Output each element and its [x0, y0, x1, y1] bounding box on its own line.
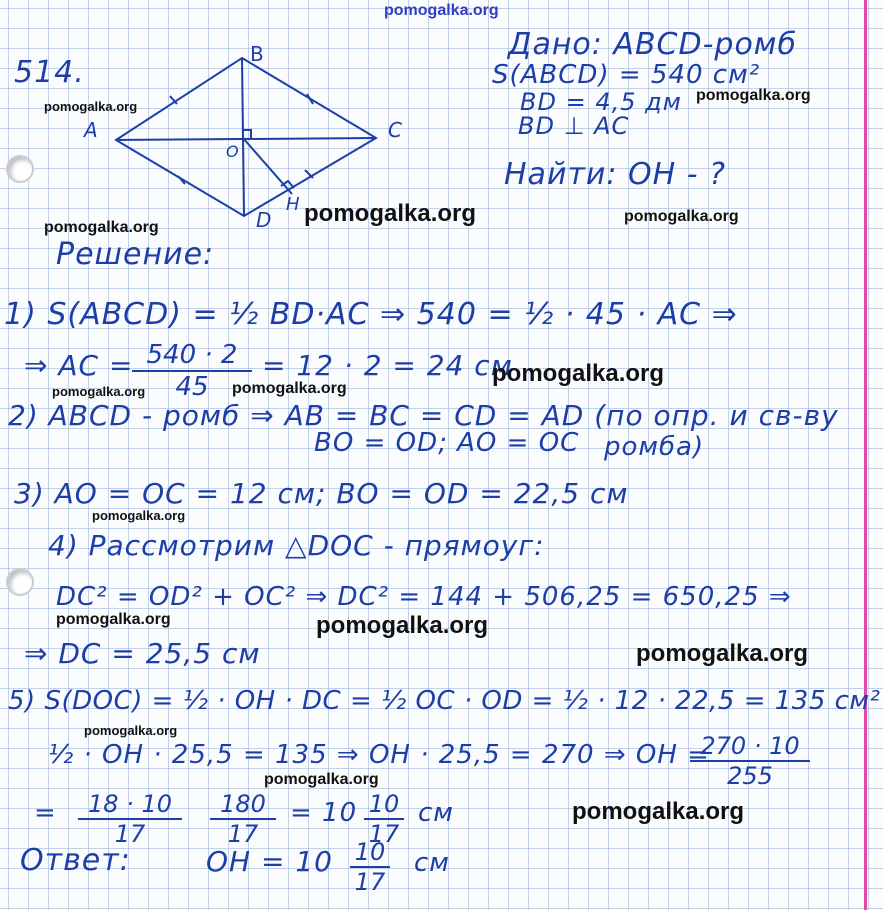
vertex-label-a: A	[84, 118, 99, 142]
find-line: Найти: OH - ?	[504, 157, 727, 192]
step1-line1: 1) S(ABCD) = ½ BD·AC ⇒ 540 = ½ · 45 · AC ⇒	[4, 297, 738, 332]
step5-unit: см	[418, 798, 454, 828]
point-label-o: O	[226, 142, 240, 161]
diagonal-bd	[242, 58, 244, 216]
step5-fraction-a	[78, 792, 182, 846]
right-angle-h	[281, 181, 294, 188]
watermark: pomogalka.org	[572, 798, 745, 825]
given-line-1: Дано: ABCD-ромб	[508, 27, 797, 62]
point-label-h: H	[286, 194, 301, 215]
step5-fraction-b	[210, 792, 276, 846]
vertex-label-b: B	[250, 42, 265, 66]
watermark: pomogalka.org	[316, 612, 489, 639]
step2-line2: BO = OD; AO = OC	[314, 428, 580, 458]
step5-line2: ½ · OH · 25,5 = 135 ⇒ OH · 25,5 = 270 ⇒ OH =	[48, 740, 710, 770]
answer-fraction-den: 17	[354, 868, 386, 896]
watermark: pomogalka.org	[624, 208, 739, 225]
watermark: pomogalka.org	[636, 640, 809, 667]
fraction-a-den: 17	[114, 820, 146, 848]
answer-label: Ответ:	[20, 843, 131, 878]
given-line-3: BD = 4,5 дм	[520, 88, 682, 116]
mixed-fraction-den: 17	[368, 820, 400, 848]
step5-fraction-num: 270 · 10	[700, 732, 800, 760]
rhombus-outline	[116, 58, 376, 216]
watermark: pomogalka.org	[44, 219, 159, 236]
solution-title: Решение:	[56, 237, 215, 272]
watermark: pomogalka.org	[44, 99, 138, 114]
step2-line1: 2) ABCD - ромб ⇒ AB = BC = CD = AD (по опр. и св-ву	[8, 399, 839, 432]
step5-fraction-oh	[690, 734, 810, 788]
step4-line1: 4) Рассмотрим △DOC - прямоуг:	[48, 529, 545, 562]
given-line-4: BD ⊥ AC	[518, 112, 630, 140]
answer-unit: см	[414, 848, 450, 878]
step2-line2-right: ромба)	[604, 432, 705, 462]
step5-line3-eq: =	[34, 798, 57, 828]
step4-line3: ⇒ DC = 25,5 см	[24, 637, 261, 670]
step3-line: 3) AO = OC = 12 см; BO = OD = 22,5 см	[14, 477, 629, 510]
watermark: pomogalka.org	[492, 360, 665, 387]
mixed-fraction-num: 10	[368, 790, 400, 818]
watermark: pomogalka.org	[304, 200, 477, 227]
watermark: pomogalka.org	[84, 723, 178, 738]
fraction-b-den: 17	[227, 820, 259, 848]
problem-number: 514.	[14, 55, 85, 90]
watermark: pomogalka.org	[232, 380, 347, 397]
given-line-2: S(ABCD) = 540 см²	[492, 60, 761, 90]
watermark: pomogalka.org	[56, 611, 171, 628]
step5-mixed-whole: = 10	[290, 798, 358, 828]
step1-line2-prefix: ⇒ AC =	[24, 349, 134, 382]
answer-fraction	[350, 840, 390, 894]
step1-line2-suffix: = 12 · 2 = 24 см	[262, 349, 513, 382]
step1-fraction-num: 540 · 2	[146, 340, 238, 370]
watermark-top: pomogalka.org	[384, 2, 499, 19]
diagonal-ac	[116, 138, 376, 140]
vertex-label-d: D	[256, 208, 273, 232]
watermark: pomogalka.org	[52, 384, 146, 399]
watermark: pomogalka.org	[264, 771, 379, 788]
right-angle-o	[243, 130, 251, 138]
fraction-b-num: 180	[220, 790, 266, 818]
answer-fraction-num: 10	[354, 838, 386, 866]
step5-line1: 5) S(DOC) = ½ · OH · DC = ½ OC · OD = ½ · 12 · 22,5 = 135 см²	[8, 686, 881, 716]
step4-line2: DC² = OD² + OC² ⇒ DC² = 144 + 506,25 = 650,25 ⇒	[56, 582, 792, 612]
step1-fraction-den: 45	[175, 372, 209, 402]
step5-fraction-den: 255	[727, 762, 773, 790]
watermark: pomogalka.org	[92, 508, 186, 523]
vertex-label-c: C	[388, 118, 403, 142]
answer-text: OH = 10	[206, 845, 333, 878]
watermark: pomogalka.org	[696, 87, 811, 104]
height-oh	[243, 138, 292, 194]
fraction-a-num: 18 · 10	[88, 790, 172, 818]
